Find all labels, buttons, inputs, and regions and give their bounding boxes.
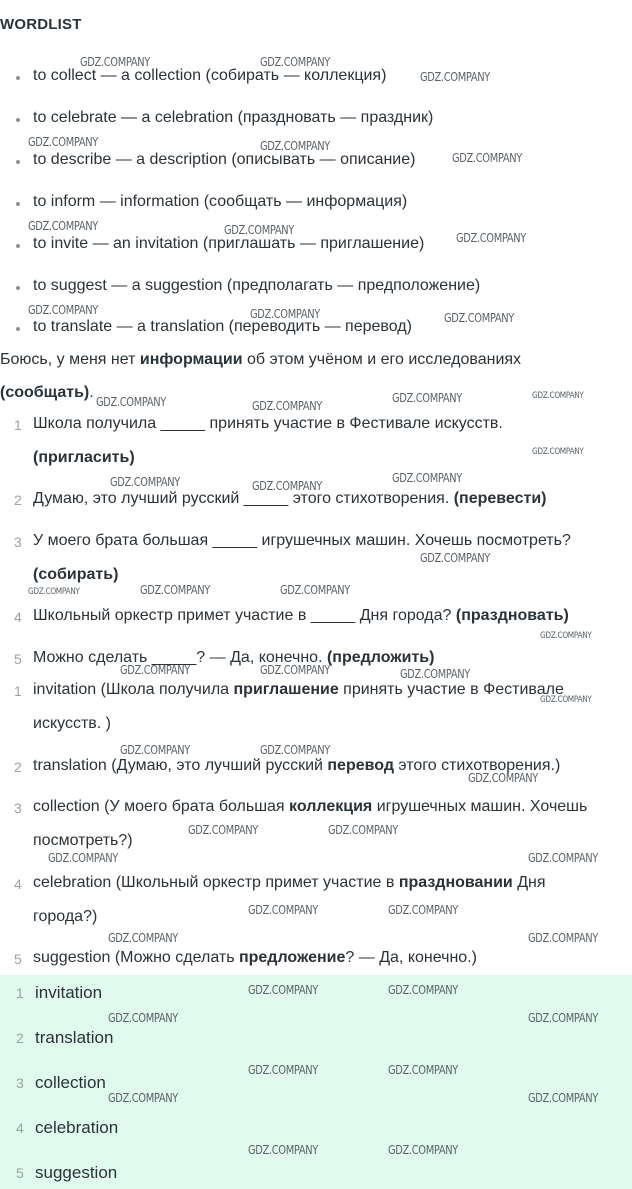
watermark: GDZ.COMPANY [120, 663, 190, 677]
watermark: GDZ.COMPANY [540, 695, 592, 705]
answer-bold-word: праздновании [398, 874, 513, 891]
watermark: GDZ.COMPANY [224, 223, 294, 237]
exercise-text: Можно сделать _____? — Да, конечно. [33, 649, 327, 666]
watermark: GDZ.COMPANY [28, 219, 98, 233]
watermark: GDZ.COMPANY [260, 139, 330, 153]
watermark: GDZ.COMPANY [28, 303, 98, 317]
watermark: GDZ.COMPANY [140, 583, 210, 597]
exercise-hint: (предложить) [326, 649, 435, 666]
answer-text-line2: города?) [33, 908, 98, 925]
watermark: GDZ.COMPANY [388, 903, 458, 917]
watermark: GDZ.COMPANY [444, 311, 514, 325]
wordlist-heading: WORDLIST [0, 16, 82, 33]
short-answer-word: invitation [35, 983, 103, 1002]
short-answer-number: 1 [16, 985, 24, 1001]
wordlist-item: to inform — information (сообщать — информация) [33, 193, 408, 210]
wordlist-item: to suggest — a suggestion (предполагать — предположение) [33, 277, 481, 294]
watermark: GDZ.COMPANY [392, 471, 462, 485]
exercise-text: У моего брата большая _____ игрушечных машин. Хочешь посмотреть? [33, 532, 571, 549]
example-hint: (сообщать) [0, 384, 90, 401]
wordlist-item: to celebrate — a celebration (праздновать — праздник) [33, 109, 434, 126]
exercise-hint: (пригласить) [33, 449, 135, 466]
example-text-end: об этом учёном и его исследованиях [242, 351, 522, 368]
watermark: GDZ.COMPANY [248, 1063, 318, 1077]
watermark: GDZ.COMPANY [420, 70, 490, 84]
watermark: GDZ.COMPANY [392, 391, 462, 405]
watermark: GDZ.COMPANY [108, 1091, 178, 1105]
exercise-hint: (собирать) [33, 566, 119, 583]
answer-text-end: ? — Да, конечно.) [345, 949, 477, 966]
answer-number: 1 [14, 683, 22, 699]
watermark: GDZ.COMPANY [188, 823, 258, 837]
watermark: GDZ.COMPANY [468, 771, 538, 785]
watermark: GDZ.COMPANY [260, 743, 330, 757]
watermark: GDZ.COMPANY [108, 1011, 178, 1025]
exercise-number: 3 [14, 534, 22, 550]
answer-bold-word: перевод [327, 757, 394, 774]
watermark: GDZ.COMPANY [532, 447, 584, 457]
watermark: GDZ.COMPANY [80, 55, 150, 69]
answer-bold-word: предложение [238, 949, 346, 966]
answer-text-end: принять участие в Фестивале [338, 681, 564, 698]
watermark: GDZ.COMPANY [540, 631, 592, 641]
watermark: GDZ.COMPANY [248, 983, 318, 997]
watermark: GDZ.COMPANY [248, 903, 318, 917]
answer-text: collection (У моего брата большая [33, 798, 290, 815]
short-answer-word: collection [35, 1073, 106, 1092]
watermark: GDZ.COMPANY [528, 1091, 598, 1105]
watermark: GDZ.COMPANY [456, 231, 526, 245]
answer-number: 5 [14, 951, 22, 967]
wordlist-item: to translate — a translation (переводить — перевод) [33, 318, 412, 335]
watermark: GDZ.COMPANY [532, 391, 584, 401]
answer-text: translation (Думаю, это лучший русский [33, 757, 328, 774]
watermark: GDZ.COMPANY [328, 823, 398, 837]
answer-number: 3 [14, 800, 22, 816]
exercise-text: Школа получила _____ принять участие в Фестивале искусств. [33, 415, 503, 432]
watermark: GDZ.COMPANY [28, 135, 98, 149]
short-answer-number: 4 [16, 1120, 24, 1136]
short-answer-number: 5 [16, 1165, 24, 1181]
short-answer-number: 2 [16, 1030, 24, 1046]
watermark: GDZ.COMPANY [420, 551, 490, 565]
watermark: GDZ.COMPANY [388, 1063, 458, 1077]
watermark: GDZ.COMPANY [528, 1011, 598, 1025]
answer-text-end: этого стихотворения.) [393, 757, 561, 774]
answer-text: suggestion (Можно сделать [33, 949, 239, 966]
answer-text-line2: посмотреть?) [33, 832, 133, 849]
answer-text: celebration (Школьный оркестр примет участие в [33, 874, 399, 891]
watermark: GDZ.COMPANY [120, 743, 190, 757]
watermark: GDZ.COMPANY [388, 983, 458, 997]
exercise-number: 4 [14, 609, 22, 625]
exercise-number: 1 [14, 417, 22, 433]
answer-bold-word: приглашение [233, 681, 339, 698]
example-text: Боюсь, у меня нет [0, 351, 140, 368]
exercise-text: Думаю, это лучший русский _____ этого стихотворения. [33, 490, 454, 507]
example-bold-word: информации [139, 351, 243, 368]
watermark: GDZ.COMPANY [280, 583, 350, 597]
wordlist-item: to invite — an invitation (приглашать — приглашение) [33, 235, 425, 252]
watermark: GDZ.COMPANY [400, 667, 470, 681]
exercise-number: 2 [14, 492, 22, 508]
answer-bold-word: коллекция [289, 798, 373, 815]
watermark: GDZ.COMPANY [388, 1143, 458, 1157]
watermark: GDZ.COMPANY [248, 1143, 318, 1157]
short-answer-number: 3 [16, 1075, 24, 1091]
example-period: . [89, 384, 94, 401]
answer-number: 2 [14, 759, 22, 775]
short-answer-word: suggestion [35, 1163, 118, 1182]
short-answer-word: celebration [35, 1118, 119, 1137]
watermark: GDZ.COMPANY [110, 475, 180, 489]
watermark: GDZ.COMPANY [252, 399, 322, 413]
exercise-hint: (перевести) [453, 490, 547, 507]
watermark: GDZ.COMPANY [260, 663, 330, 677]
watermark: GDZ.COMPANY [48, 851, 118, 865]
answer-number: 4 [14, 876, 22, 892]
watermark: GDZ.COMPANY [260, 55, 330, 69]
watermark: GDZ.COMPANY [528, 851, 598, 865]
answer-text-line2: искусств. ) [33, 715, 111, 732]
exercise-number: 5 [14, 651, 22, 667]
watermark: GDZ.COMPANY [96, 395, 166, 409]
exercise-hint: (праздновать) [455, 607, 569, 624]
answer-text: invitation (Школа получила [33, 681, 234, 698]
answer-text-end: Дня [512, 874, 546, 891]
wordlist-item: to collect — a collection (собирать — коллекция) [33, 67, 387, 84]
answer-text-end: игрушечных машин. Хочешь [372, 798, 588, 815]
watermark: GDZ.COMPANY [528, 931, 598, 945]
wordlist-item: to describe — a description (описывать — описание) [33, 151, 416, 168]
exercise-text: Школьный оркестр примет участие в _____ Дня города? [33, 607, 456, 624]
watermark: GDZ.COMPANY [250, 307, 320, 321]
watermark: GDZ.COMPANY [252, 479, 322, 493]
watermark: GDZ.COMPANY [452, 151, 522, 165]
watermark: GDZ.COMPANY [28, 587, 80, 597]
short-answer-word: translation [35, 1028, 114, 1047]
watermark: GDZ.COMPANY [108, 931, 178, 945]
